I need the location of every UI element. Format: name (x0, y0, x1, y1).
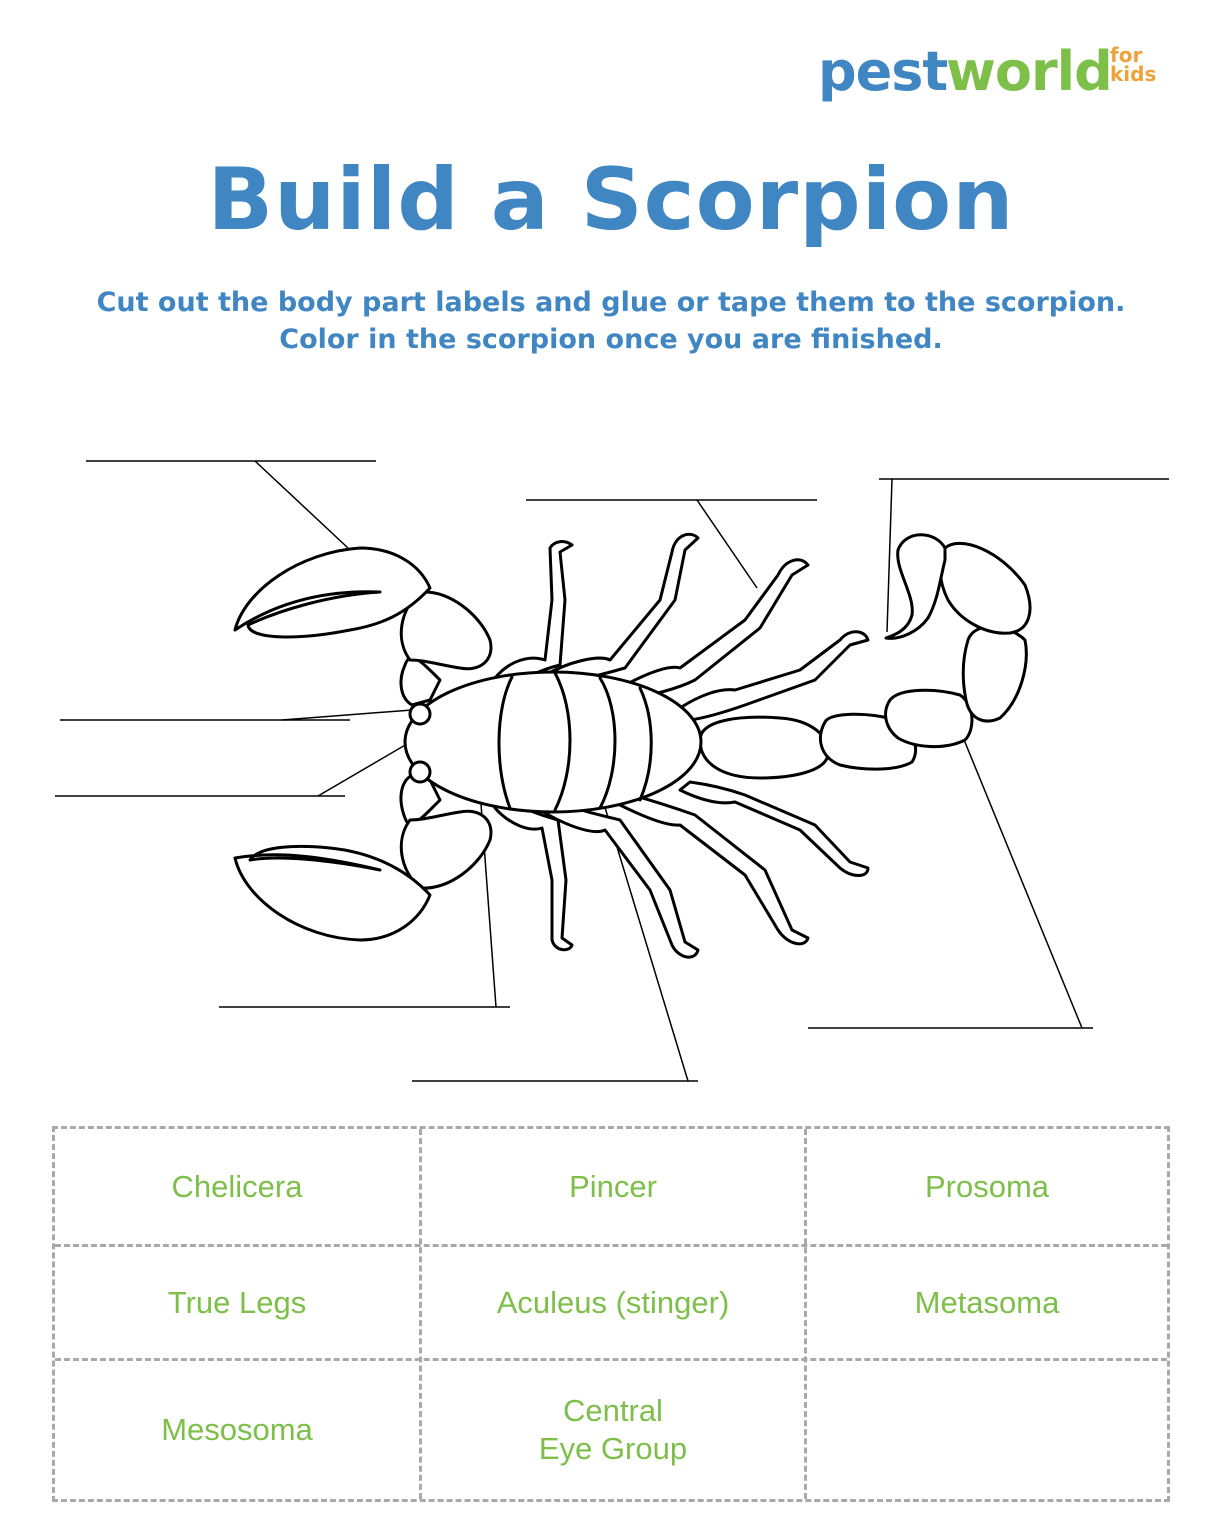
page-title: Build a Scorpion (207, 150, 1015, 250)
tail-segment-4 (963, 627, 1026, 721)
upper-leg-4 (680, 632, 868, 720)
upper-pincer (235, 548, 491, 705)
stinger (886, 535, 945, 639)
lower-pincer-claw (235, 846, 430, 940)
eye-upper (410, 704, 430, 724)
instruction-line-1: Cut out the body part labels and glue or tape them to the scorpion. (96, 287, 1126, 318)
logo-for-kids: for kids (1110, 43, 1157, 86)
label-central-eye-group: Central Eye Group (538, 1393, 688, 1466)
pointer-eyes (282, 710, 412, 720)
logo-pest: pest (818, 40, 948, 103)
pointer-pincer (255, 461, 348, 548)
tail-segment-1 (700, 717, 828, 778)
eye-lower (410, 762, 430, 782)
scorpion-drawing (235, 534, 1030, 957)
pointer-stinger (887, 479, 892, 632)
upper-pincer-arm (401, 658, 440, 705)
label-metasoma: Metasoma (914, 1284, 1060, 1320)
label-empty (807, 1361, 1167, 1499)
cutout-labels-grid (52, 1126, 1170, 1502)
label-prosoma: Prosoma (924, 1168, 1050, 1204)
tail-segment-5 (940, 543, 1030, 633)
instruction-line-2: Color in the scorpion once you are finished. (279, 324, 943, 355)
mesosoma-body (405, 672, 701, 812)
tail (700, 535, 1030, 778)
label-true-legs: True Legs (167, 1284, 307, 1320)
label-aculeus: Aculeus (stinger) (496, 1284, 730, 1320)
pointer-metasoma (960, 730, 1082, 1028)
pointer-chelicera (318, 744, 407, 796)
body (405, 672, 701, 812)
label-pincer: Pincer (569, 1168, 657, 1204)
pointer-true-legs (697, 500, 757, 588)
label-chelicera: Chelicera (171, 1168, 303, 1204)
tail-segment-3 (886, 690, 972, 746)
label-mesosoma: Mesosoma (161, 1412, 313, 1447)
logo-world: world (946, 40, 1112, 103)
lower-pincer-hand (401, 811, 491, 888)
lower-pincer (235, 775, 491, 940)
